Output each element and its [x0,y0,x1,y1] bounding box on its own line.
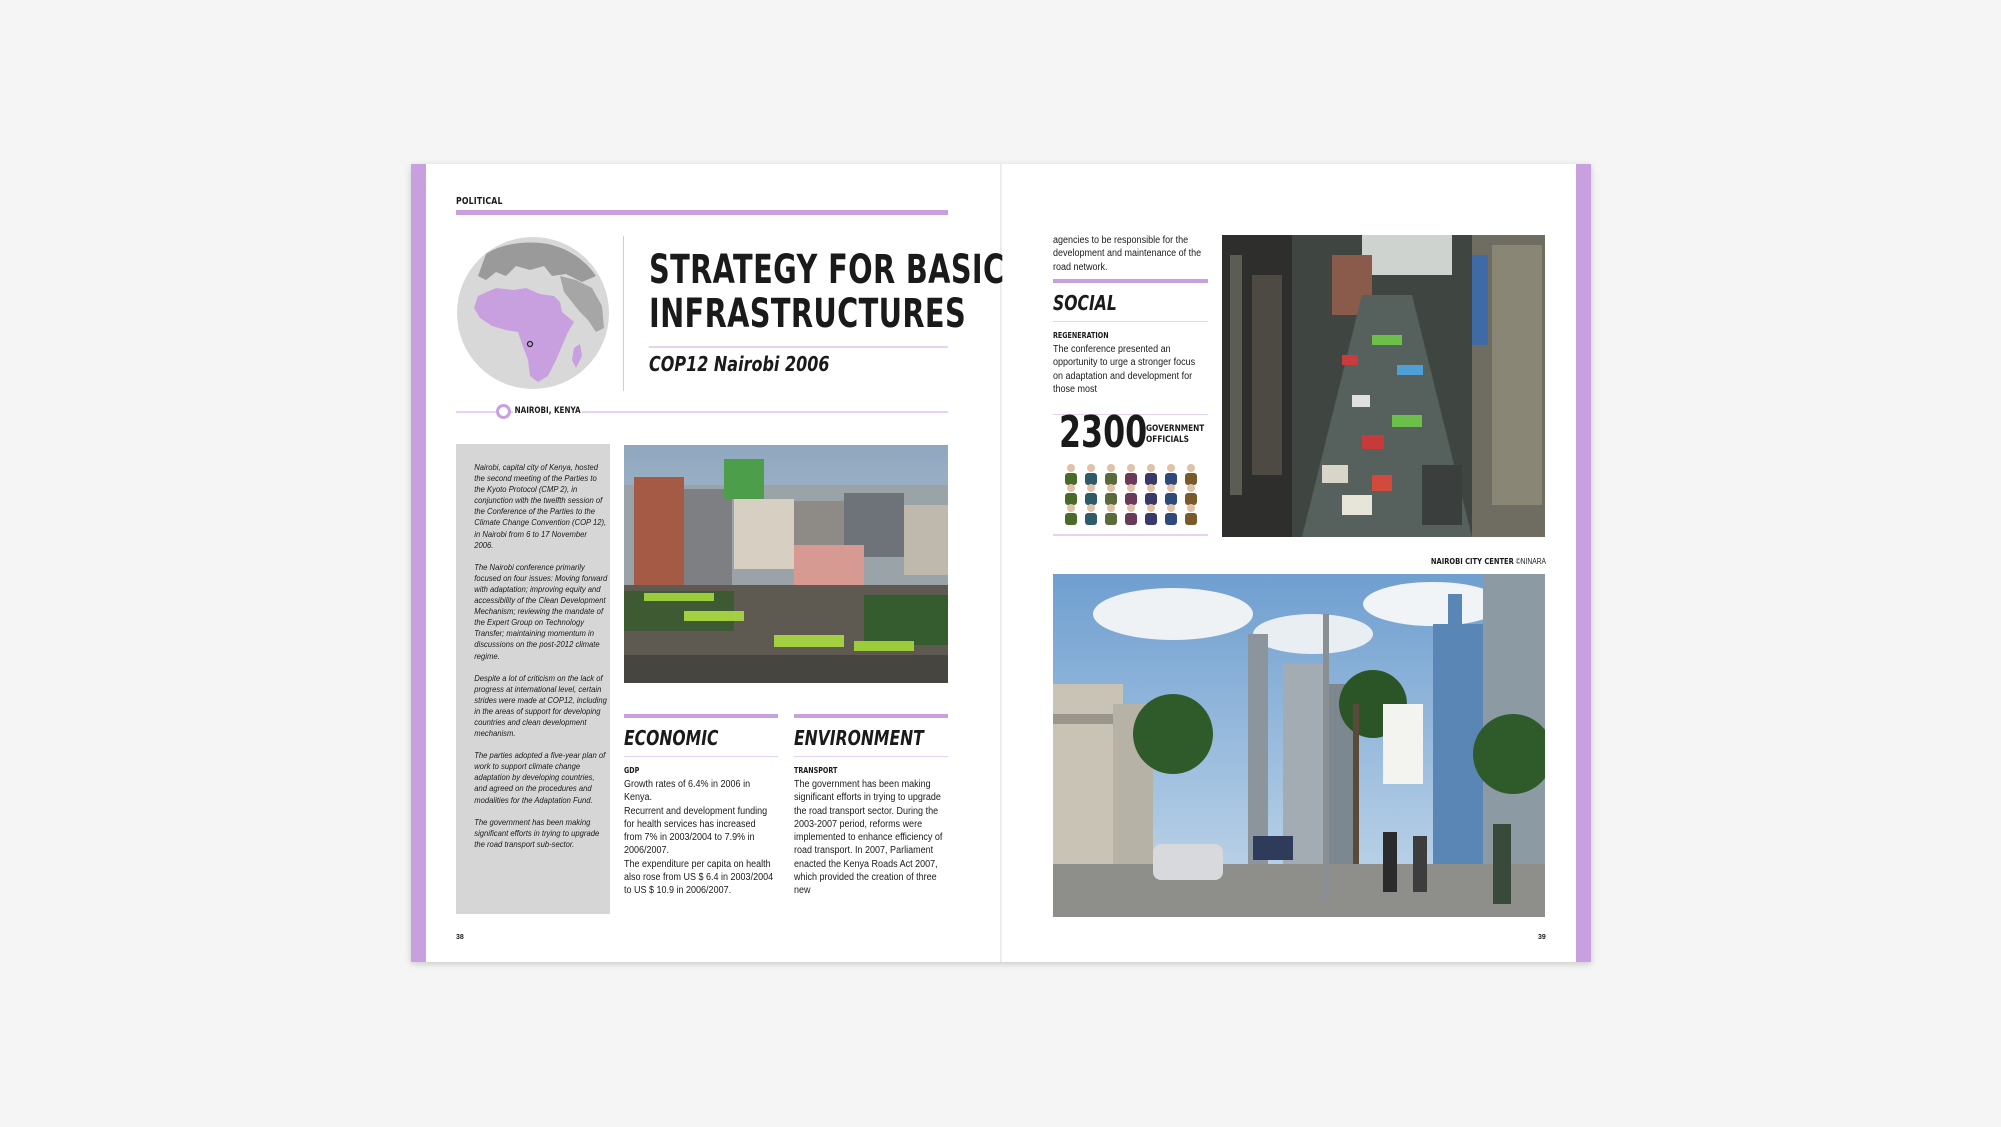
intro-paragraph: The government has been making significant efforts in trying to upgrade the road transport sub-sector. [474,816,600,849]
official-figure-icon [1145,504,1157,525]
section-tag: POLITICAL [456,196,503,207]
page-number-right: 39 [1538,934,1546,941]
intro-paragraph: Nairobi, capital city of Kenya, hosted the second meeting of the Parties to the Kyoto Protocol (CMP 2), in conjunction with the twelfth session of the Conference of the Parties to the Climate Change Convention (COP 12), in Nairobi from 6 to 17 November 2006. [474,462,607,550]
official-figure-icon [1085,484,1097,505]
stat-bottom-rule [1053,534,1208,536]
official-figure-icon [1125,484,1137,505]
official-figure-icon [1165,484,1177,505]
traffic-street-photo [1222,235,1545,537]
intro-text [474,462,608,861]
title-line-1: STRATEGY FOR BASIC [649,247,1005,293]
article-title [649,248,1005,336]
article-subtitle: COP12 Nairobi 2006 [649,352,830,376]
environment-subheading: TRANSPORT [794,766,838,775]
official-figure-icon [1085,504,1097,525]
economic-subheading: GDP [624,766,640,775]
official-figure-icon [1065,484,1077,505]
stat-label-line-1: GOVERNMENT [1146,424,1205,434]
magazine-spread [411,164,1591,962]
title-underline [649,346,948,348]
economic-line: The expenditure per capita on health also rose from US $ 6.4 in 2003/2004 to US $ 10.9 in 2006/2007. [624,858,774,897]
social-subrule [1053,321,1208,322]
location-label: NAIROBI, KENYA [514,406,581,416]
environment-subrule [794,756,948,757]
official-figure-icon [1105,464,1117,485]
official-figure-icon [1125,504,1137,525]
official-figure-icon [1125,464,1137,485]
government-officials-pictogram [1059,456,1205,530]
environment-heading: ENVIRONMENT [794,726,924,750]
official-figure-icon [1185,464,1197,485]
social-heading: SOCIAL [1053,291,1117,315]
social-text: The conference presented an opportunity to urge a stronger focus on adaptation and development for those most [1053,344,1196,395]
official-figure-icon [1145,484,1157,505]
stat-label [1146,424,1204,446]
economic-rule [624,714,778,718]
header-rule [456,210,948,215]
economic-text [624,778,775,898]
official-figure-icon [1185,504,1197,525]
continued-text: agencies to be responsible for the development and maintenance of the road network. [1053,235,1202,273]
intro-paragraph: Despite a lot of criticism on the lack of progress at international level, certain strides were made at COP12, including in the areas of support for developing countries and clean development mechanism. [474,672,607,739]
official-figure-icon [1145,464,1157,485]
nairobi-aerial-photo [624,445,948,683]
intro-paragraph: The Nairobi conference primarily focused on four issues: Moving forward with adaptation; improving equity and accessibility of the Clean Development Mechanism; reviewing the mandate of the Expert Group on Technology Transfer; maintaining momentum in discussions on the post-2012 climate regime. [474,561,608,661]
africa-globe-icon [456,236,610,390]
official-figure-icon [1065,464,1077,485]
environment-rule [794,714,948,718]
stat-label-line-2: OFFICIALS [1146,435,1189,445]
economic-subrule [624,756,778,757]
social-subheading: REGENERATION [1053,331,1109,340]
social-rule [1053,279,1208,283]
official-figure-icon [1185,484,1197,505]
location-marker-icon [496,404,511,419]
left-page-edge [411,164,426,962]
stat-figure: 2300 [1059,407,1148,458]
right-page-edge [1576,164,1591,962]
photo-caption [1431,557,1546,566]
caption-credit: ©NINARA [1515,557,1546,566]
economic-line: Recurrent and development funding for health services has increased from 7% in 2003/2004 to 7.9% in 2006/2007. [624,805,768,857]
official-figure-icon [1105,484,1117,505]
official-figure-icon [1065,504,1077,525]
official-figure-icon [1085,464,1097,485]
economic-heading: ECONOMIC [624,726,719,750]
environment-text: The government has been making significant efforts in trying to upgrade the road transport sector. During the 2003-2007 period, reforms were implemented to enhance efficiency of road transport. In 2007, Parliament enacted the Kenya Roads Act 2007, which provided the creation of three new [794,779,943,897]
caption-title: NAIROBI CITY CENTER [1430,557,1514,566]
official-figure-icon [1105,504,1117,525]
official-figure-icon [1165,504,1177,525]
official-figure-icon [1165,464,1177,485]
title-divider [623,236,624,391]
page-number-left: 38 [456,934,464,941]
economic-line: Growth rates of 6.4% in 2006 in Kenya. [624,779,751,804]
intro-paragraph: The parties adopted a five-year plan of work to support climate change adaptation by developing countries, and agreed on the procedures and modalities for the Adaptation Fund. [474,750,606,805]
title-line-2: INFRASTRUCTURES [649,291,967,337]
nairobi-city-center-photo [1053,574,1545,917]
